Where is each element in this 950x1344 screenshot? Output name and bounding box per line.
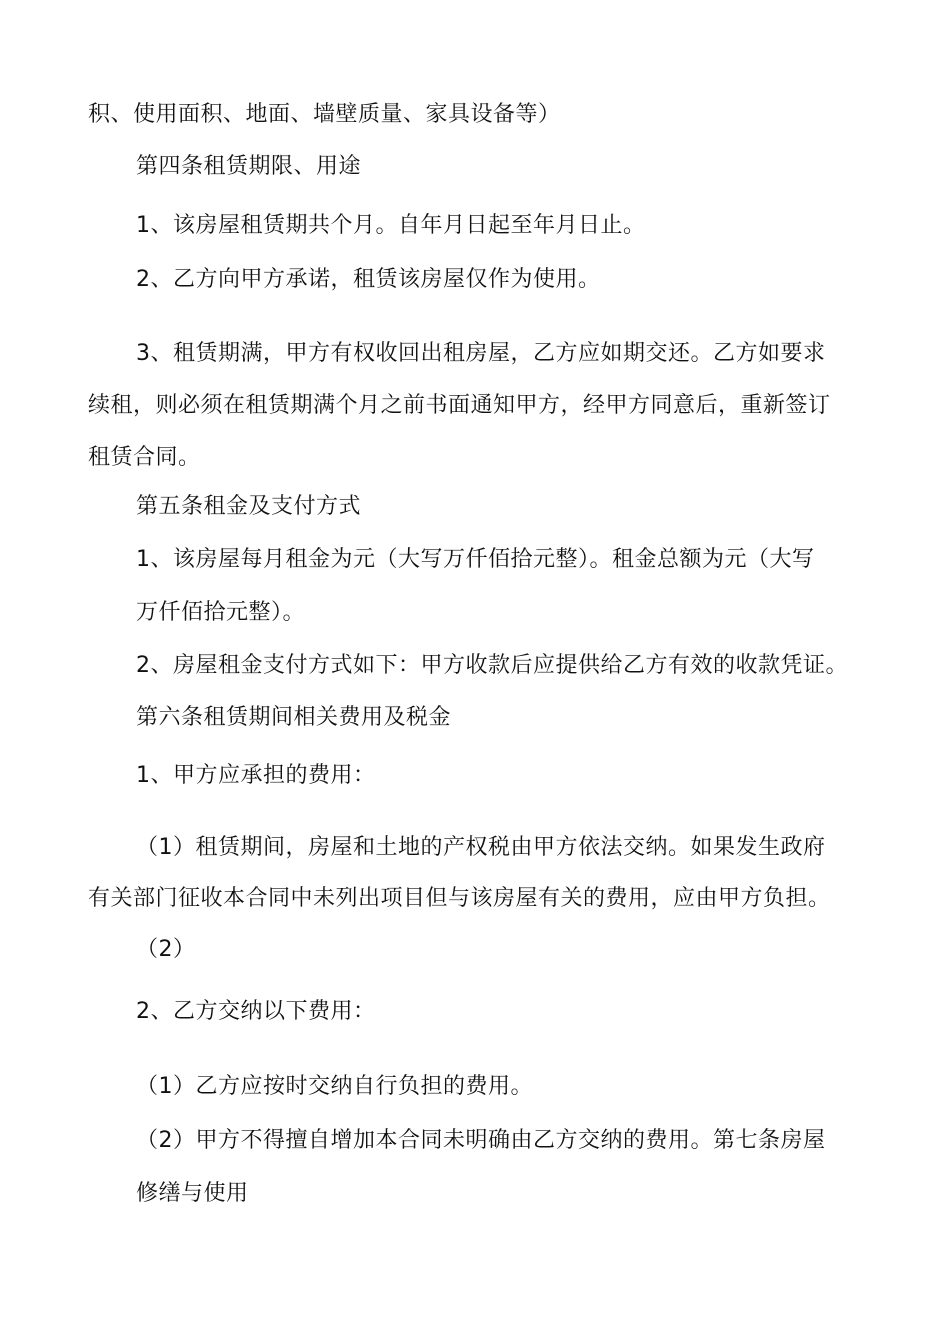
- text-line: 积、使用面积、地面、墙壁质量、家具设备等）: [88, 102, 561, 127]
- text-line: 1、该房屋租赁期共个月。自年月日起至年月日止。: [136, 213, 646, 238]
- text-line: 有关部门征收本合同中未列出项目但与该房屋有关的费用，应由甲方负担。: [88, 886, 831, 911]
- text-line: （1）租赁期间，房屋和土地的产权税由甲方依法交纳。如果发生政府: [136, 835, 826, 860]
- text-line: 1、甲方应承担的费用：: [136, 763, 376, 788]
- text-line: 2、乙方向甲方承诺，租赁该房屋仅作为使用。: [136, 267, 601, 292]
- text-line: 2、乙方交纳以下费用：: [136, 999, 376, 1024]
- text-line: 2、房屋租金支付方式如下：甲方收款后应提供给乙方有效的收款凭证。: [136, 653, 848, 678]
- text-line: 续租，则必须在租赁期满个月之前书面通知甲方，经甲方同意后，重新签订: [88, 393, 831, 418]
- section-heading: 第五条租金及支付方式: [136, 494, 362, 519]
- section-heading: 第四条租赁期限、用途: [136, 154, 362, 179]
- section-heading: 修缮与使用: [136, 1181, 249, 1206]
- text-line: （1）乙方应按时交纳自行负担的费用。: [136, 1074, 533, 1099]
- text-line: （2）甲方不得擅自增加本合同未明确由乙方交纳的费用。第七条房屋: [136, 1128, 826, 1153]
- text-line: 1、该房屋每月租金为元（大写万仟佰拾元整）。租金总额为元（大写: [136, 547, 815, 572]
- text-line: 租赁合同。: [88, 445, 201, 470]
- text-line: 万仟佰拾元整）。: [136, 600, 306, 625]
- text-line: 3、租赁期满，甲方有权收回出租房屋，乙方应如期交还。乙方如要求: [136, 341, 826, 366]
- text-line: （2）: [136, 937, 196, 962]
- section-heading: 第六条租赁期间相关费用及税金: [136, 705, 452, 730]
